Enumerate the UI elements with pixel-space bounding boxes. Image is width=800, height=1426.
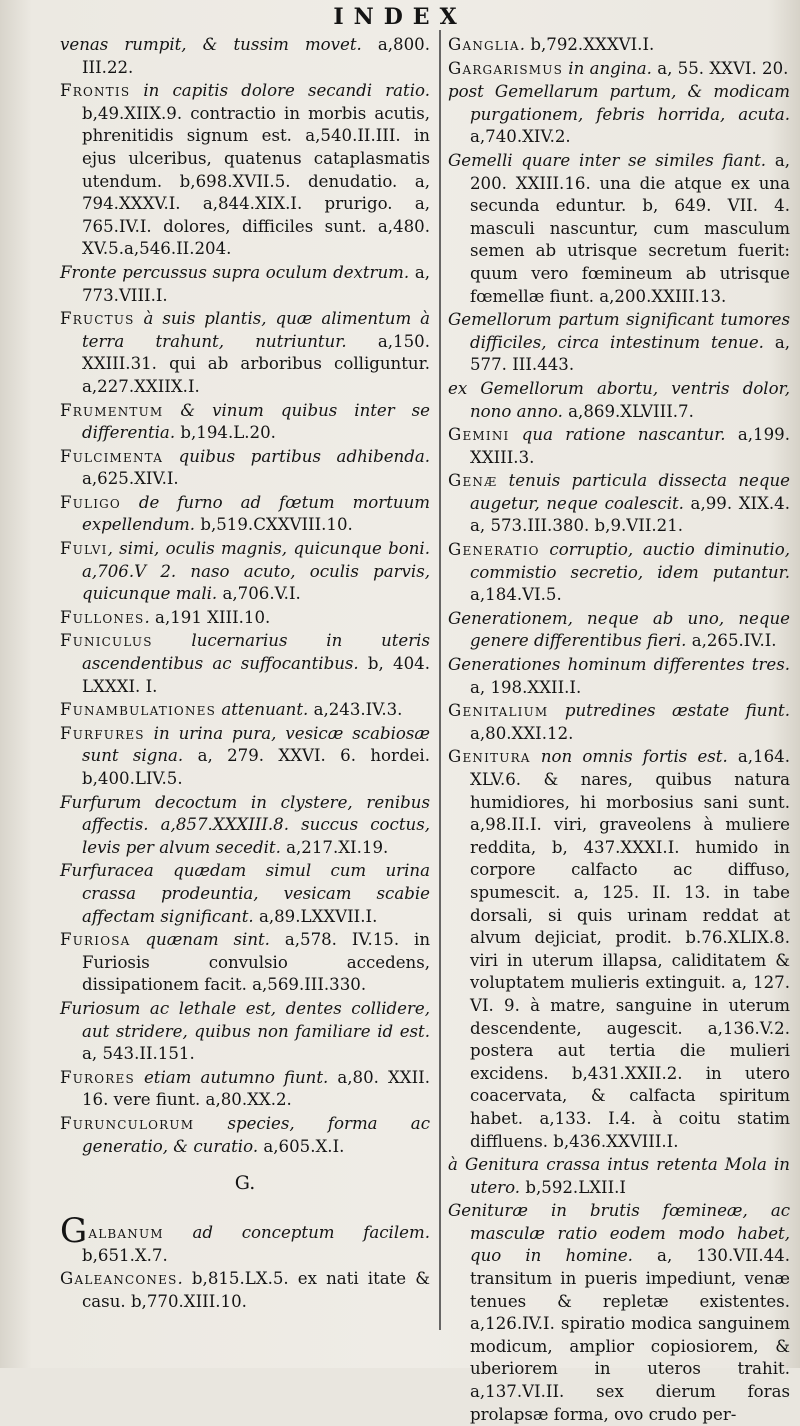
entry-text: quibus partibus adhibenda. <box>163 446 430 466</box>
entry-headword: Frontis <box>60 81 131 101</box>
entry-text: Generationem, neque ab uno, neque genere differentibus fieri. <box>448 608 790 651</box>
entry-text: & vinum quibus inter se differentia. <box>82 400 430 443</box>
index-entry <box>60 792 430 860</box>
entry-text: Gemellorum partum significant tumores difficiles, circa intestinum tenue. <box>448 310 790 352</box>
index-entry <box>60 998 430 1066</box>
entry-reference: b,519.CXXVIII.10. <box>200 515 353 535</box>
entry-headword: Gemini <box>448 425 510 445</box>
entry-text: in urina pura, vesicæ scabiosæ sunt signa. <box>82 723 430 766</box>
entry-headword: Funiculus <box>60 631 153 651</box>
entry-text: . <box>519 35 531 54</box>
left-column <box>60 34 431 1311</box>
entry-headword: Fulvi <box>60 539 108 559</box>
index-entry <box>60 860 430 928</box>
index-entry <box>60 1113 430 1158</box>
index-entry <box>60 308 430 398</box>
entry-text: , simi, oculis magnis, quicunque boni. a,706.V 2. naso acuto, oculis parvis, quicunque mali. <box>82 539 430 604</box>
entry-headword: Fullones <box>60 607 145 627</box>
entry-text: . <box>177 1269 192 1289</box>
entry-headword: Furfures <box>60 723 145 743</box>
entry-reference: a, 198.XXII.I. <box>470 677 582 697</box>
index-entry <box>448 424 790 469</box>
index-entry <box>60 492 430 537</box>
index-entry <box>448 150 790 308</box>
index-entry <box>60 929 430 997</box>
entry-reference: b,49.XIIX.9. contractio in morbis acutis, phrenitidis signum est. a,540.II.III. in ejus ulceribus, quatenus cataplasmatis utendum. b,698.XVII.5. denudatio. a, 794.XXXV.I. a,844.XIX.I. prurigo. a, 765.IV.I. dolores, difficiles sunt. a,480. XV.5.a,546.II.204. <box>82 103 430 259</box>
index-entry <box>60 446 430 491</box>
entry-text: post Gemellarum partum, & modicam purgationem, febris horrida, acuta. <box>448 82 790 124</box>
index-entry <box>448 34 790 57</box>
entry-reference: a,578. IV.15. in Furiosis convulsio accedens, dissipationem facit. a,569.III.330. <box>82 930 431 995</box>
entry-reference: a,706.V.I. <box>222 584 301 604</box>
entry-headword: Galeancones <box>60 1269 178 1289</box>
entry-reference: a,265.IV.I. <box>691 631 777 651</box>
entry-text: corruptio, auctio diminutio, commistio secretio, idem putantur. <box>470 540 790 582</box>
entry-text: putredines æstate fiunt. <box>548 701 790 721</box>
entry-reference: a, 543.II.151. <box>82 1044 195 1064</box>
entry-reference: a,740.XIV.2. <box>470 127 571 147</box>
entry-reference: a,99. XIX.4. a, 573.III.380. b,9.VII.21. <box>470 493 790 536</box>
entry-reference: a,800. III.22. <box>82 35 430 77</box>
index-entry <box>60 262 430 307</box>
column-rule <box>439 30 441 1330</box>
index-entry <box>448 746 790 1153</box>
entry-reference: b,792.XXXVI.I. <box>530 35 655 54</box>
entry-reference: a,191 XIII.10. <box>155 607 271 627</box>
entry-text: attenuant. <box>216 700 314 720</box>
index-entry <box>60 1067 430 1112</box>
index-entry <box>60 607 430 630</box>
entry-headword: Frumentum <box>60 400 164 420</box>
entry-reference: a,80. XXII. 16. vere fiunt. a,80.XX.2. <box>82 1067 430 1110</box>
index-entry <box>448 700 790 745</box>
entry-reference: a,605.X.I. <box>263 1136 345 1156</box>
index-entry <box>448 1200 790 1426</box>
entry-text: de furno ad fœtum mortuum expellendum. <box>82 492 430 535</box>
index-entry <box>448 470 790 538</box>
entry-text: species, forma ac generatio, & curatio. <box>82 1113 430 1156</box>
entry-reference: b,592.LXII.I <box>525 1177 626 1197</box>
entry-text: qua ratione nascantur. <box>509 425 738 445</box>
entry-headword: Funambulationes <box>60 700 217 720</box>
entry-reference: a,164. XLV.6. & nares, quibus natura humidiores, hi morbosius sani sunt. a,98.II.I. viri, graveolens à muliere reddita, b, 437.XXXI.I. humido in corpore calfacto ac diffuso, spumescit. a, 125. II. 13. in tabe dorsali, si quis urinam reddat at alvum dejiciat, prodit. b.76.XLIX.8. viri in uterum illapsa, caliditatem & voluptatem mulieris extinguit. a, 127. VI. 9. à matre, sanguine in uterum descendente, augescit. a,136.V.2. postera aut tertia die mulieri excidens. b,431.XXII.2. in utero coacervata, & calfacta spiritum habet. a,133. I.4. à coitu statim diffluens. b,436.XXVIII.I. <box>470 747 790 1151</box>
entry-text: . <box>144 607 156 627</box>
entry-headword: Genæ <box>448 471 498 491</box>
entry-text: in capitis dolore secandi ratio. <box>130 81 430 101</box>
index-entry <box>448 608 790 653</box>
entry-reference: a,869.XLVIII.7. <box>568 401 694 421</box>
entry-reference: a,184.VI.5. <box>470 585 562 605</box>
entry-text: venas rumpit, & tussim movet. <box>60 35 378 54</box>
entry-text: à suis plantis, quæ alimentum à terra trahunt, nutriuntur. <box>82 309 430 351</box>
entry-reference: a, 773.VIII.I. <box>82 262 430 305</box>
entry-reference: a, 200. XXIII.16. una die atque ex una secunda eduntur. b, 649. VII. 4. masculi nascuntur, cum masculum semen ab utrisque secretum fuerit: quum vero fœmineum ab utrisque fœmellæ fiunt. a,200.XXIII.13. <box>470 150 790 306</box>
index-entry <box>60 630 430 698</box>
index-entry <box>448 654 790 699</box>
entry-headword: Furores <box>60 1067 135 1087</box>
entry-reference: a,150. XXIII.31. qui ab arboribus colliguntur. a,227.XXIIX.I. <box>82 331 430 396</box>
entry-headword: Generatio <box>448 540 540 560</box>
left-entries <box>60 34 430 1158</box>
entry-reference: a, 577. III.443. <box>470 332 790 375</box>
entry-text: Gemelli quare inter se similes fiant. <box>448 150 775 170</box>
entry-reference: b,651.X.7. <box>82 1245 168 1265</box>
index-entry <box>448 58 790 81</box>
entry-headword: Fulcimenta <box>60 446 164 466</box>
left-g-entries <box>60 1210 430 1314</box>
entry-text: ex Gemellorum abortu, ventris dolor, nono anno. <box>448 378 790 421</box>
entry-text: lucernarius in uteris ascendentibus ac suffocantibus. <box>82 631 430 674</box>
entry-text: Fronte percussus supra oculum dextrum. <box>60 262 415 282</box>
index-entry <box>448 81 790 149</box>
index-entry <box>60 723 430 791</box>
index-entry <box>448 378 790 423</box>
index-entry <box>60 400 430 445</box>
entry-headword: Fructus <box>60 309 135 329</box>
index-entry <box>60 34 430 79</box>
entry-text: ad conceptum facilem. <box>163 1222 430 1242</box>
entry-reference: a,89.LXXVII.I. <box>258 906 378 926</box>
index-entry <box>448 309 790 377</box>
section-letter: G. <box>234 1172 256 1195</box>
index-entry <box>448 1154 790 1199</box>
index-entry <box>60 1210 430 1268</box>
entry-reference: a,199. XXIII.3. <box>470 425 790 467</box>
entry-text: non omnis fortis est. <box>530 747 738 767</box>
entry-text: quænam sint. <box>130 930 285 950</box>
index-entry <box>60 538 430 606</box>
entry-reference: a,243.IV.3. <box>313 700 403 720</box>
entry-headword: Genitura <box>448 747 531 767</box>
entry-text: Generationes hominum differentes tres. <box>448 655 790 675</box>
right-entries <box>448 34 790 1426</box>
index-entry <box>60 699 430 722</box>
entry-headword: Gargarismus <box>448 58 564 78</box>
initial-letter: G <box>60 1210 89 1251</box>
index-entry <box>60 1268 430 1313</box>
entry-text: etiam autumno fiunt. <box>134 1067 338 1087</box>
entry-headword: Galbanum <box>60 1210 164 1251</box>
entry-reference: a, 130.VII.44. transitum in pueris impediunt, venæ tenues & repletæ existentes. a,126.IV.I. spiratio modica sanguinem modicum, amplior copiosiorem, & uberiorem in uteros trahit. a,137.VI.II. sex dierum foras prolapsæ forma, ovo crudo per- <box>470 1246 790 1424</box>
entry-headword: Genitalium <box>448 701 549 721</box>
entry-reference: a,80.XXI.12. <box>470 723 574 743</box>
entry-headword: Fuligo <box>60 492 121 512</box>
entry-reference: a,625.XIV.I. <box>82 469 179 489</box>
entry-text: Genituræ in brutis fœmineæ, ac masculæ ratio eodem modo habet, quo in homine. <box>448 1201 790 1266</box>
entry-headword: Ganglia <box>448 35 520 54</box>
entry-reference: b,194.L.20. <box>180 423 276 443</box>
entry-headword: Furunculorum <box>60 1113 195 1133</box>
entry-reference: a,217.XI.19. <box>286 837 389 857</box>
entry-reference: a, 279. XXVI. 6. hordei. b,400.LIV.5. <box>82 746 430 788</box>
entry-text: à Genitura crassa intus retenta Mola in utero. <box>448 1155 790 1197</box>
running-head: INDEX <box>333 4 467 30</box>
entry-text: Furfuracea quædam simul cum urina crassa prodeuntia, vesicam scabie affectam significant. <box>60 861 430 926</box>
entry-headword: Furiosa <box>60 930 131 950</box>
entry-reference: b, 404. LXXXI. I. <box>82 654 430 696</box>
index-entry <box>448 539 790 607</box>
entry-text: Furiosum ac lethale est, dentes collidere, aut stridere, quibus non familiare id est. <box>60 998 430 1041</box>
entry-reference: a, 55. XXVI. 20. <box>657 58 789 78</box>
right-column <box>448 34 790 1424</box>
entry-text: tenuis particula dissecta neque augetur, neque coalescit. <box>470 471 790 513</box>
entry-reference: b,815.LX.5. ex nati itate & casu. b,770.XIII.10. <box>82 1269 430 1311</box>
index-entry <box>60 80 430 261</box>
entry-text: in angina. <box>563 58 658 78</box>
entry-text: Furfurum decoctum in clystere, renibus affectis. a,857.XXXIII.8. succus coctus, levis per alvum secedit. <box>60 792 430 857</box>
